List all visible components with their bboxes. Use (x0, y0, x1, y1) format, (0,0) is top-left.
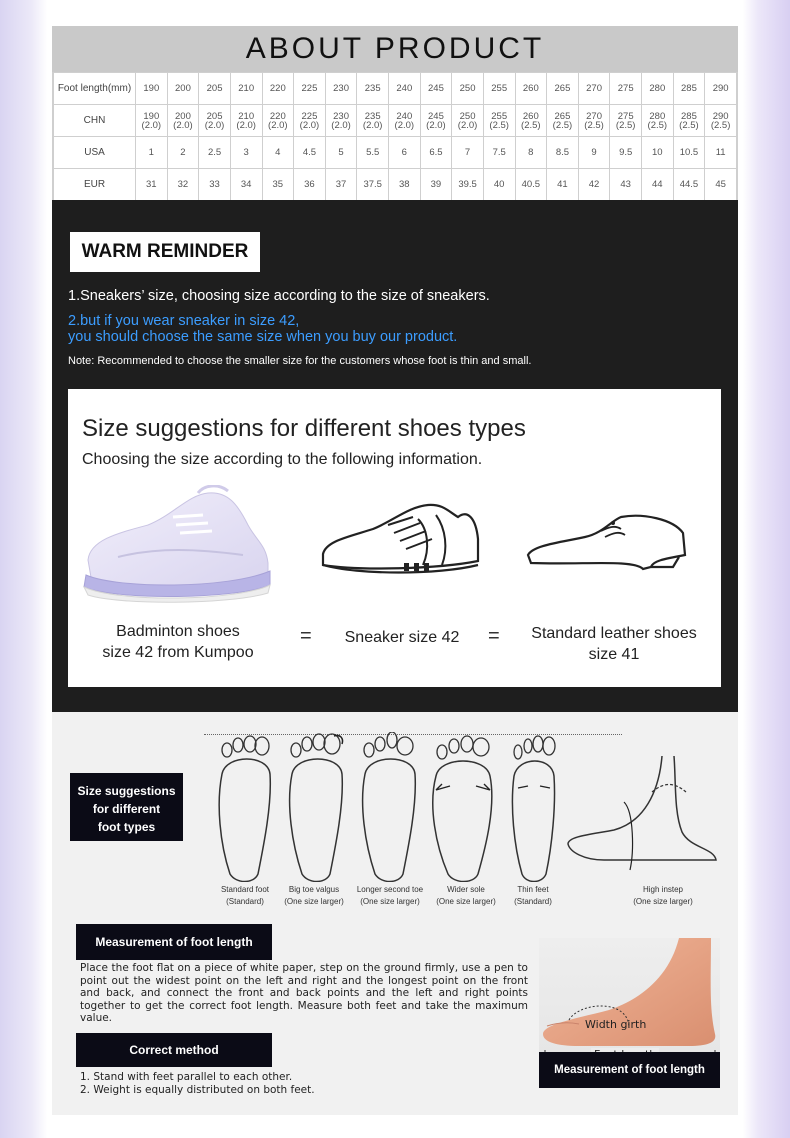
foot-types-label-line-3: foot types (97, 820, 156, 834)
size-cell: 37.5 (357, 169, 389, 201)
badminton-label-line-1: Badminton shoes (116, 623, 240, 640)
size-cell: 230 (2.0) (325, 105, 357, 137)
size-cell: 250 (452, 73, 484, 105)
sneaker-icon (318, 499, 483, 579)
measurement-label: Measurement of foot length (76, 924, 272, 960)
size-row-header: EUR (54, 169, 136, 201)
foot-name-wider-sole: Wider sole (447, 885, 485, 894)
page-title: ABOUT PRODUCT (245, 32, 545, 65)
size-cell: 38 (389, 169, 421, 201)
size-cell: 225 (2.0) (294, 105, 326, 137)
size-cell: 4 (262, 137, 294, 169)
foot-name-big-toe: Big toe valgus (288, 885, 340, 894)
size-cell: 270 (2.5) (578, 105, 610, 137)
size-cell: 230 (325, 73, 357, 105)
size-cell: 290 (2.5) (705, 105, 737, 137)
foot-caption-wider-sole (430, 884, 502, 908)
size-cell: 190 (136, 73, 168, 105)
size-cell: 39 (420, 169, 452, 201)
foot-caption-thin-feet (500, 884, 566, 908)
size-row (54, 169, 737, 201)
size-cell: 270 (578, 73, 610, 105)
width-girth-label: Width girth (585, 1018, 647, 1031)
reminder-line-2 (68, 313, 457, 345)
size-cell: 45 (705, 169, 737, 201)
foot-name-second-toe: Longer second toe (356, 885, 424, 894)
size-cell: 31 (136, 169, 168, 201)
correct-method-list (80, 1071, 315, 1097)
foot-caption-second-toe (348, 884, 432, 908)
warm-reminder-title: WARM REMINDER (70, 232, 260, 272)
size-cell: 43 (610, 169, 642, 201)
foot-advice-standard: (Standard) (226, 897, 264, 906)
shoe-type-card (68, 389, 721, 687)
foot-name-thin-feet: Thin feet (517, 885, 549, 894)
size-cell: 36 (294, 169, 326, 201)
size-cell: 8.5 (547, 137, 579, 169)
size-cell: 220 (2.0) (262, 105, 294, 137)
size-cell: 245 (2.0) (420, 105, 452, 137)
size-cell: 41 (547, 169, 579, 201)
size-cell: 235 (357, 73, 389, 105)
thin-feet-foot-icon (504, 734, 562, 882)
high-instep-foot-icon (564, 752, 724, 872)
size-cell: 245 (420, 73, 452, 105)
size-cell: 39.5 (452, 169, 484, 201)
foot-types-label-line-1: Size suggestions (77, 784, 176, 798)
size-cell: 44.5 (673, 169, 705, 201)
shoe-type-subtitle: Choosing the size according to the following information. (82, 451, 483, 468)
method-step-2: 2. Weight is equally distributed on both feet. (80, 1084, 315, 1096)
foot-name-high-instep: High instep (642, 885, 684, 894)
foot-caption-high-instep (624, 884, 702, 908)
size-cell: 42 (578, 169, 610, 201)
foot-types-label (70, 773, 183, 841)
foot-advice-thin-feet: (Standard) (514, 897, 552, 906)
size-cell: 40.5 (515, 169, 547, 201)
reminder-line-2a: 2.but if you wear sneaker in size 42, (68, 313, 300, 329)
size-cell: 3 (230, 137, 262, 169)
shoe-type-title: Size suggestions for different shoes types (82, 415, 526, 442)
foot-caption-standard (210, 884, 280, 908)
size-cell: 290 (705, 73, 737, 105)
size-cell: 11 (705, 137, 737, 169)
size-cell: 9 (578, 137, 610, 169)
size-cell: 40 (483, 169, 515, 201)
size-cell: 10 (642, 137, 674, 169)
measurement-instructions: Place the foot flat on a piece of white paper, step on the ground firmly, use a pen to point out the widest point on the left and right and the longest point on the front and back, and connect the front and back points and the left and right points together to get the correct foot length. Measure both feet and take the maximum value. (80, 962, 528, 1024)
foot-advice-high-instep: (One size larger) (633, 897, 693, 906)
size-cell: 265 (547, 73, 579, 105)
badminton-shoe-image (78, 485, 273, 605)
foot-advice-second-toe: (One size larger) (360, 897, 420, 906)
foot-advice-wider-sole: (One size larger) (436, 897, 496, 906)
size-cell: 280 (642, 73, 674, 105)
size-cell: 34 (230, 169, 262, 201)
foot-advice-big-toe: (One size larger) (284, 897, 344, 906)
size-row (54, 137, 737, 169)
size-cell: 33 (199, 169, 231, 201)
size-row (54, 73, 737, 105)
size-cell: 1 (136, 137, 168, 169)
size-row-header: USA (54, 137, 136, 169)
badminton-shoe-label (98, 621, 258, 663)
size-cell: 7.5 (483, 137, 515, 169)
size-cell: 9.5 (610, 137, 642, 169)
wider-sole-foot-icon (430, 734, 496, 882)
size-cell: 240 (389, 73, 421, 105)
foot-name-standard: Standard foot (220, 885, 270, 894)
size-cell: 205 (199, 73, 231, 105)
reminder-line-2b: you should choose the same size when you buy our product. (68, 329, 458, 345)
reminder-line-1: 1.Sneakers’ size, choosing size according to the size of sneakers. (68, 288, 490, 304)
size-cell: 285 (673, 73, 705, 105)
size-cell: 240 (2.0) (389, 105, 421, 137)
size-cell: 4.5 (294, 137, 326, 169)
longer-second-toe-foot-icon (357, 732, 421, 882)
size-row-header: CHN (54, 105, 136, 137)
size-cell: 255 (2.5) (483, 105, 515, 137)
size-cell: 5.5 (357, 137, 389, 169)
size-cell: 6.5 (420, 137, 452, 169)
size-cell: 6 (389, 137, 421, 169)
size-cell: 190 (2.0) (136, 105, 168, 137)
leather-label-line-2: size 41 (588, 646, 640, 663)
size-cell: 210 (230, 73, 262, 105)
size-cell: 260 (515, 73, 547, 105)
size-cell: 285 (2.5) (673, 105, 705, 137)
foot-types-label-line-2: for different (92, 802, 161, 816)
size-cell: 235 (2.0) (357, 105, 389, 137)
equals-sign-1: = (300, 625, 312, 647)
size-cell: 275 (2.5) (610, 105, 642, 137)
size-row-header: Foot length(mm) (54, 73, 136, 105)
size-cell: 260 (2.5) (515, 105, 547, 137)
size-cell: 10.5 (673, 137, 705, 169)
big-toe-valgus-foot-icon (284, 732, 348, 882)
standard-foot-icon (212, 734, 276, 882)
size-cell: 5 (325, 137, 357, 169)
size-cell: 205 (2.0) (199, 105, 231, 137)
size-cell: 35 (262, 169, 294, 201)
correct-method-label: Correct method (76, 1033, 272, 1067)
size-cell: 200 (167, 73, 199, 105)
size-cell: 200 (2.0) (167, 105, 199, 137)
size-cell: 280 (2.5) (642, 105, 674, 137)
photo-caption: Measurement of foot length (539, 1052, 720, 1088)
size-cell: 255 (483, 73, 515, 105)
foot-caption-big-toe (278, 884, 350, 908)
badminton-label-line-2: size 42 from Kumpoo (102, 644, 254, 661)
foot-types-section (52, 712, 738, 1115)
size-cell: 220 (262, 73, 294, 105)
sneaker-label: Sneaker size 42 (344, 629, 460, 646)
size-cell: 2.5 (199, 137, 231, 169)
page-header (52, 26, 738, 72)
leather-shoe-label (514, 623, 714, 665)
size-cell: 225 (294, 73, 326, 105)
size-cell: 32 (167, 169, 199, 201)
method-step-1: 1. Stand with feet parallel to each other. (80, 1071, 293, 1083)
size-cell: 265 (2.5) (547, 105, 579, 137)
leather-shoe-icon (523, 507, 693, 577)
equals-sign-2: = (488, 625, 500, 647)
reminder-note: Note: Recommended to choose the smaller size for the customers whose foot is thin and small. (68, 355, 532, 367)
size-cell: 7 (452, 137, 484, 169)
size-chart (52, 72, 738, 200)
size-cell: 275 (610, 73, 642, 105)
size-cell: 37 (325, 169, 357, 201)
size-cell: 250 (2.0) (452, 105, 484, 137)
size-table (53, 72, 737, 201)
size-cell: 44 (642, 169, 674, 201)
warm-reminder-section (52, 200, 738, 712)
leather-label-line-1: Standard leather shoes (531, 625, 697, 642)
size-cell: 8 (515, 137, 547, 169)
size-cell: 210 (2.0) (230, 105, 262, 137)
size-row (54, 105, 737, 137)
size-cell: 2 (167, 137, 199, 169)
